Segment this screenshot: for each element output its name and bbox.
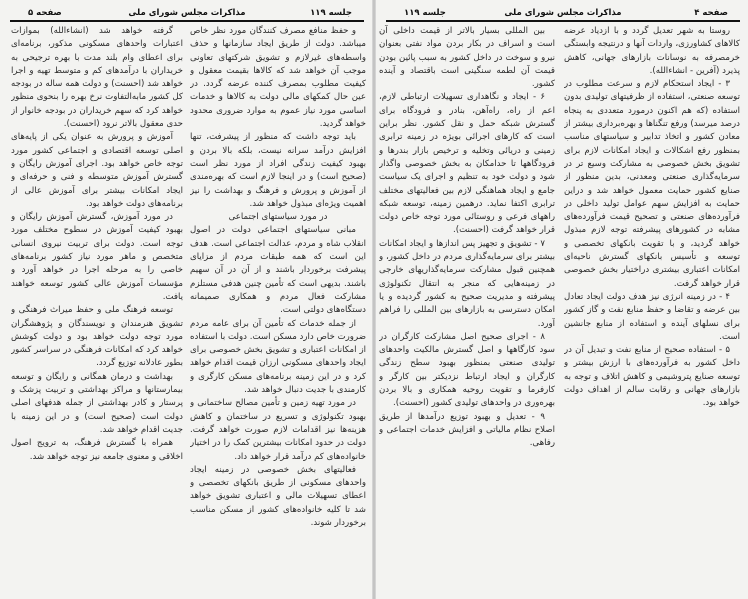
section-heading: در مورد سیاستهای اجتماعی: [228, 212, 328, 223]
paragraph: در مورد تهیه زمین و تأمین مصالح ساختمانی و بهبود تکنولوژی و تسریع در ساختمان و کاهش هزینه‌ها نیز اقدامات لازم صورت خواهد گرفت. دولت در حدود امکانات بیشترین کمک را در اختیار خانواده‌های کم درآمد قرار خواهد داد.: [190, 398, 366, 462]
paragraph: بهداشت و درمان همگانی و رایگان و توسعه بیمارستانها و مراکز بهداشتی و تربیت پزشک و پرستار و کادر بهداشتی از جمله هدفهای اصلی دولت است (صحیح است) و در این زمینه با جدیت اقدام خواهد شد.: [11, 371, 183, 435]
page-number: صفحه ۴: [694, 8, 728, 18]
paragraph: ۸ - اجرای صحیح اصل مشارکت کارگران در سود کارگاهها و اصل گسترش مالکیت واحدهای تولیدی صنعتی بمنظور بهبود سطح زندگی کارگران و ایجاد ارتباط نزدیکتر بین کارگر و کارفرما و تقویت روحیه همکاری و بالا بردن بهره‌وری در واحدهای تولیدی کشور (احسنت).: [379, 331, 555, 409]
paragraph: همراه با گسترش فرهنگ، به ترویج اصول اخلاقی و معنوی جامعه نیز توجه خواهد شد.: [11, 438, 183, 462]
session-number: جلسه ۱۱۹: [404, 8, 446, 18]
header-rule: [10, 20, 364, 22]
paragraph: در مورد آموزش، گسترش آموزش رایگان و بهبود کیفیت آموزش در سطوح مختلف مورد توجه است. دولت برای تربیت نیروی انسانی متخصص و ماهر مورد نیاز کشور برنامه‌های خاصی را به مرحله اجرا در خواهد آورد و مؤسسات آموزش عالی کشور توسعه خواهند یافت.: [11, 212, 183, 302]
publication-title: مذاکرات مجلس شورای ملی: [128, 8, 246, 18]
paragraph: ۹ - تعدیل و بهبود توزیع درآمدها از طریق اصلاح نظام مالیاتی و افزایش خدمات اجتماعی و رفاهی.: [379, 411, 555, 449]
paragraph: فعالیتهای بخش خصوصی در زمینه ایجاد واحدهای مسکونی از طریق بانکهای تخصصی و اعطای تسهیلات مالی و اعتباری تشویق خواهد شد تا کلیه خانواده‌های کشور از مسکن مناسب برخوردار شوند.: [190, 464, 366, 528]
paragraph: ۷ - تشویق و تجهیز پس اندازها و ایجاد امکانات بیشتر برای سرمایه‌گذاری مردم در داخل کشور، و همچنین قبول مشارکت سرمایه‌گذاریهای خارجی در زمینه‌هایی که منجر به انتقال تکنولوژی پیشرفته و مدیریت صحیح به کشور گردیده و یا امکان دسترسی به بازارهای بین المللی را فراهم آورد.: [379, 238, 555, 329]
paragraph: باید توجه داشت که منظور از پیشرفت، تنها افزایش درآمد سرانه نیست، بلکه بالا بردن و بهبود کیفیت زندگی افراد از مورد نظر است (صحیح است) و در اینجا لازم است که بهره‌مندی از آموزش و پرورش و فرهنگ و بهداشت را نیز اهمیت ویژه‌ای مبذول خواهد شد.: [190, 132, 366, 209]
paragraph: توسعه فرهنگ ملی و حفظ میراث فرهنگی و تشویق هنرمندان و نویسندگان و پژوهشگران مورد توجه دولت خواهد بود و دولت کوشش خواهد کرد که امکانات فرهنگی در سراسر کشور بطور عادلانه توزیع گردد.: [11, 305, 183, 369]
publication-title: مذاکرات مجلس شورای ملی: [504, 8, 622, 18]
paragraph: روستا به شهر تعدیل گردد و با ازدیاد عرضه کالاهای کشاورزی، واردات آنها و درنتیجه وابستگی خرمصرفه به نوسانات بازارهای جهانی، کاهش پذیرد (آفرین - انشاءالله).: [564, 26, 740, 76]
paragraph: بین المللی بسیار بالاتر از قیمت داخلی آن است و اسراف در بکار بردن مواد نفتی بعنوان نیرو و سوخت در داخل کشور به سبب پائین بودن قیمت آن لطمه سنگینی است باقتصاد و آینده کشور.: [379, 26, 555, 90]
paragraph: گرفته خواهد شد (انشاءالله) بموازات اعتبارات واحدهای مسکونی مذکور، برنامه‌ای برای اعطای وام بلند مدت با بهره ترجیحی به خریداران با درآمدهای کم و متوسط تهیه و اجرا خواهد شد (احسنت) و دولت همه ساله در بودجه کل کشور مابه‌التفاوت نرخ بهره را بنحوی منظور خواهد کرد که سهم خریداران در بودجه خانوار از حدی معقول بالاتر نرود (احسنت).: [11, 26, 183, 130]
paragraph: مبانی سیاستهای اجتماعی دولت در اصول انقلاب شاه و مردم، عدالت اجتماعی است. هدف این است که همه طبقات مردم از مزایای پیشرفت برخوردار باشند و از آن در آن سهیم باشند. بدیهی است که تأمین چنین هدفی مستلزم مشارکت فعال مردم و همکاری صمیمانه دستگاه‌های دولتی است.: [190, 225, 366, 316]
paragraph: آموزش و پرورش به عنوان یکی از پایه‌های اصلی توسعه اقتصادی و اجتماعی کشور مورد توجه خاص خواهد بود. اجرای آموزش رایگان و گسترش آموزش متوسطه و فنی و حرفه‌ای و ایجاد امکانات بیشتر برای آموزش عالی از برنامه‌های دولت خواهد بود.: [11, 132, 183, 209]
paragraph: از جمله خدمات که تأمین آن برای عامه مردم ضرورت خاص دارد مسکن است. دولت با استفاده از امکانات اعتباری و تشویق بخش خصوصی برای ایجاد واحدهای مسکونی ارزان قیمت اقدام خواهد کرد و در این زمینه برنامه‌های مسکن کارگری و کارمندی با جدیت دنبال خواهد شد.: [190, 318, 366, 396]
text-column-right: [564, 25, 740, 597]
paragraph: ۳ - ایجاد استحکام لازم و سرعت مطلوب در توسعه صنعتی، استفاده از ظرفیتهای تولیدی بدون استفاده (که هم اکنون درمورد متعددی به پنجاه درصد میرسد) ورفع تنگناها و بهره‌برداری بیشتر از معادن کشور و اتخاذ تدابیر و سیاستهای مناسب بمنظور رفع اشکالات و ایجاد امکانات لازم برای تشویق بخش خصوصی به مشارکت وسیع تر در سرمایه‌گذاری صنعتی ومعدنی، بدین منظور از صنایع کشور حمایت معمول خواهد شد و دراین حمایت به افزایش سهم عوامل تولید داخلی در فرآورده‌های صنعتی و تصحیح قیمت فرآورده‌های مشابه در کشورهای پیشرفته توجه لازم مبذول خواهد گردید، و با تقویت بانکهای تخصصی و توسعه و تأسیس بانکهای گسترش ناحیه‌ای امکانات اعتباری بیشتری دراختیار بخش خصوصی قرار خواهد گرفت.: [564, 79, 740, 289]
text-column-left: [11, 25, 183, 597]
page-header: [386, 6, 740, 21]
paragraph: ۴ - در زمینه انرژی نیز هدف دولت ایجاد تعادل بین عرضه و تقاضا و حفظ منابع نفت و گاز کشور برای نسلهای آینده و استفاده از منابع جانشین است.: [564, 291, 740, 342]
text-column-right: [190, 25, 366, 597]
paragraph: ۶ - ایجاد و نگاهداری تسهیلات ارتباطی لازم، اعم از راه، راه‌آهن، بنادر و فرودگاه برای گسترش شبکه حمل و نقل کشور. نظر براین است که کارهای اجرائی بویژه در زمینه ترابری زمینی و دریائی وتخلیه و ترخیص بازار بندرها و فرودگاهها تا حدامکان به بخش خصوصی واگذار شود و دولت خود به تنظیم و اجرای یک سیاست جامع و ایجاد هماهنگی لازم بین فعالیتهای مختلف ترابری اکتفا نماید. درهمین زمینه، توسعه شبکه راههای فرعی و روستائی مورد توجه خاص دولت قرار خواهد گرفت (احسنت).: [379, 92, 555, 236]
left-page: [0, 0, 372, 599]
text-column-left: [379, 25, 555, 597]
page-number: صفحه ۵: [28, 8, 62, 18]
right-page: [376, 0, 748, 599]
session-number: جلسه ۱۱۹: [310, 8, 352, 18]
paragraph: و حفظ منافع مصرف کنندگان مورد نظر خاص میباشد. دولت از طریق ایجاد سازمانها و حذف واسطه‌های غیرلازم و تشویق شرکتهای تعاونی موجب آن خواهد شد که کالاها بقیمت معقول و کیفیت مطلوب بمصرف کننده عرضه گردد. در عین حال کمکهای مالی دولت به کالاها و خدمات اساسی مورد نیاز عموم به موارد ضروری محدود خواهد گردید.: [190, 26, 366, 130]
paragraph: ۵ - استفاده صحیح از منابع نفت و تبدیل آن در داخل کشور به فرآورده‌های با ارزش بیشتر و توسعه صنایع پتروشیمی و کاهش اتلاف و توجه به بازارهای جهانی و رقابت سالم از اهداف دولت خواهد بود.: [564, 345, 740, 409]
header-rule: [386, 20, 740, 22]
page-header: [10, 6, 364, 21]
